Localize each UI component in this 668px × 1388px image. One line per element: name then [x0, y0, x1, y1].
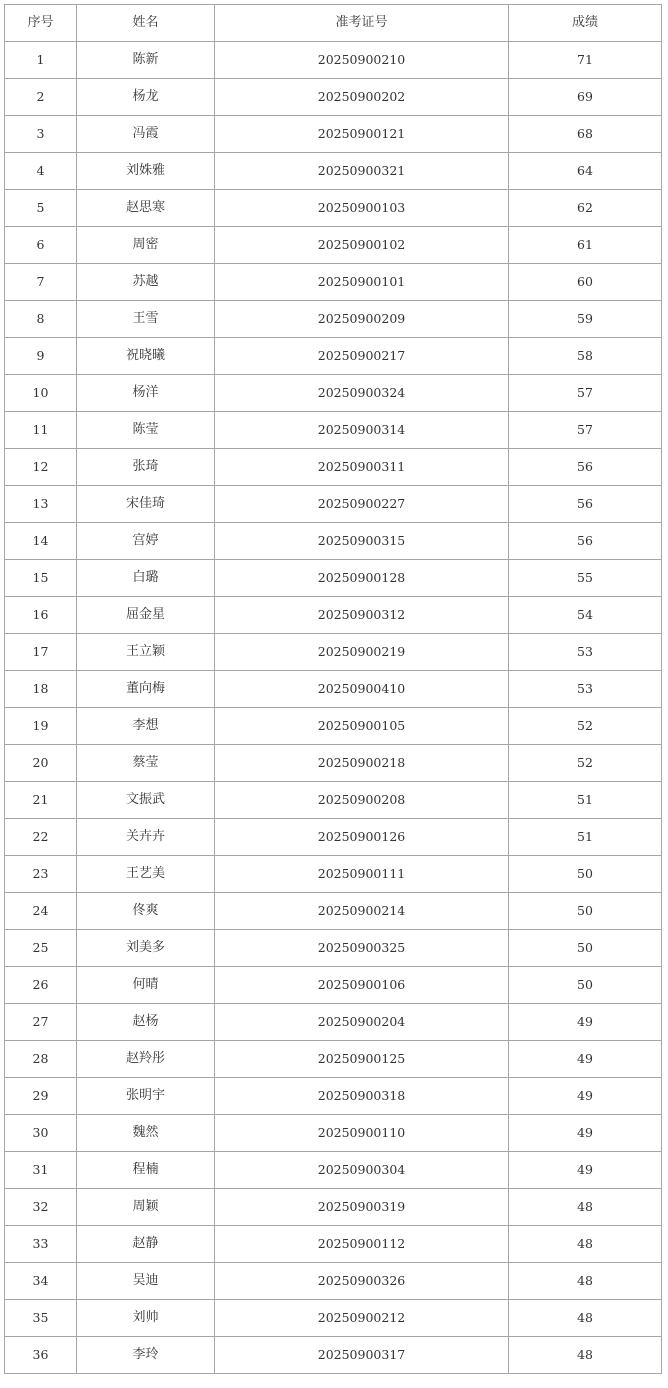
cell-seq: 9: [5, 338, 77, 375]
cell-seq: 3: [5, 116, 77, 153]
table-row: [5, 893, 662, 930]
cell-seq: 2: [5, 79, 77, 116]
cell-name: 周密: [77, 227, 215, 264]
cell-name: 杨龙: [77, 79, 215, 116]
cell-seq: 18: [5, 671, 77, 708]
cell-score: 50: [509, 893, 662, 930]
cell-seq: 26: [5, 967, 77, 1004]
cell-name: 关卉卉: [77, 819, 215, 856]
cell-name: 王艺美: [77, 856, 215, 893]
header-name: 姓名: [77, 5, 215, 42]
header-seq: 序号: [5, 5, 77, 42]
table-row: [5, 1041, 662, 1078]
cell-name: 宫婷: [77, 523, 215, 560]
cell-seq: 25: [5, 930, 77, 967]
table-row: [5, 153, 662, 190]
cell-score: 52: [509, 708, 662, 745]
cell-exam-id: 20250900218: [215, 745, 509, 782]
cell-name: 佟爽: [77, 893, 215, 930]
cell-score: 64: [509, 153, 662, 190]
cell-score: 49: [509, 1078, 662, 1115]
cell-seq: 10: [5, 375, 77, 412]
cell-exam-id: 20250900208: [215, 782, 509, 819]
table-row: [5, 449, 662, 486]
cell-name: 屈金星: [77, 597, 215, 634]
cell-exam-id: 20250900102: [215, 227, 509, 264]
cell-score: 59: [509, 301, 662, 338]
cell-seq: 12: [5, 449, 77, 486]
cell-exam-id: 20250900324: [215, 375, 509, 412]
cell-exam-id: 20250900103: [215, 190, 509, 227]
table-row: [5, 930, 662, 967]
cell-seq: 34: [5, 1263, 77, 1300]
cell-score: 56: [509, 523, 662, 560]
cell-exam-id: 20250900106: [215, 967, 509, 1004]
cell-name: 苏越: [77, 264, 215, 301]
cell-name: 杨洋: [77, 375, 215, 412]
cell-exam-id: 20250900204: [215, 1004, 509, 1041]
cell-score: 56: [509, 486, 662, 523]
table-row: [5, 745, 662, 782]
cell-exam-id: 20250900227: [215, 486, 509, 523]
cell-exam-id: 20250900219: [215, 634, 509, 671]
cell-seq: 30: [5, 1115, 77, 1152]
cell-seq: 23: [5, 856, 77, 893]
table-row: [5, 301, 662, 338]
cell-seq: 14: [5, 523, 77, 560]
table-row: [5, 1115, 662, 1152]
table-row: [5, 116, 662, 153]
cell-score: 69: [509, 79, 662, 116]
cell-name: 王立颖: [77, 634, 215, 671]
cell-seq: 17: [5, 634, 77, 671]
cell-exam-id: 20250900210: [215, 42, 509, 79]
cell-seq: 24: [5, 893, 77, 930]
cell-exam-id: 20250900121: [215, 116, 509, 153]
cell-exam-id: 20250900321: [215, 153, 509, 190]
cell-seq: 19: [5, 708, 77, 745]
table-body: [5, 42, 662, 1374]
table-row: [5, 190, 662, 227]
cell-exam-id: 20250900101: [215, 264, 509, 301]
cell-name: 刘帅: [77, 1300, 215, 1337]
cell-seq: 6: [5, 227, 77, 264]
cell-exam-id: 20250900318: [215, 1078, 509, 1115]
cell-score: 49: [509, 1115, 662, 1152]
cell-seq: 27: [5, 1004, 77, 1041]
cell-seq: 29: [5, 1078, 77, 1115]
cell-seq: 21: [5, 782, 77, 819]
cell-name: 文振武: [77, 782, 215, 819]
cell-seq: 33: [5, 1226, 77, 1263]
cell-seq: 4: [5, 153, 77, 190]
cell-name: 赵羚彤: [77, 1041, 215, 1078]
cell-score: 58: [509, 338, 662, 375]
cell-score: 49: [509, 1004, 662, 1041]
cell-exam-id: 20250900111: [215, 856, 509, 893]
cell-seq: 8: [5, 301, 77, 338]
cell-seq: 13: [5, 486, 77, 523]
cell-score: 68: [509, 116, 662, 153]
cell-exam-id: 20250900326: [215, 1263, 509, 1300]
table-row: [5, 1263, 662, 1300]
table-row: [5, 523, 662, 560]
cell-name: 周颖: [77, 1189, 215, 1226]
cell-score: 54: [509, 597, 662, 634]
cell-name: 白璐: [77, 560, 215, 597]
table-header: [5, 5, 662, 42]
cell-score: 61: [509, 227, 662, 264]
score-table-container: [4, 4, 661, 1374]
cell-score: 50: [509, 930, 662, 967]
cell-name: 赵思寒: [77, 190, 215, 227]
cell-name: 董向梅: [77, 671, 215, 708]
table-row: [5, 634, 662, 671]
cell-score: 51: [509, 819, 662, 856]
table-row: [5, 1337, 662, 1374]
table-row: [5, 597, 662, 634]
table-row: [5, 338, 662, 375]
table-row: [5, 264, 662, 301]
cell-exam-id: 20250900202: [215, 79, 509, 116]
cell-score: 71: [509, 42, 662, 79]
cell-score: 48: [509, 1337, 662, 1374]
table-row: [5, 782, 662, 819]
cell-exam-id: 20250900105: [215, 708, 509, 745]
cell-name: 刘美多: [77, 930, 215, 967]
table-row: [5, 42, 662, 79]
cell-seq: 36: [5, 1337, 77, 1374]
cell-exam-id: 20250900315: [215, 523, 509, 560]
cell-score: 53: [509, 671, 662, 708]
cell-seq: 15: [5, 560, 77, 597]
table-row: [5, 856, 662, 893]
table-row: [5, 1078, 662, 1115]
table-row: [5, 1226, 662, 1263]
cell-exam-id: 20250900214: [215, 893, 509, 930]
cell-seq: 5: [5, 190, 77, 227]
table-row: [5, 227, 662, 264]
cell-exam-id: 20250900125: [215, 1041, 509, 1078]
cell-name: 吴迪: [77, 1263, 215, 1300]
cell-exam-id: 20250900314: [215, 412, 509, 449]
cell-score: 56: [509, 449, 662, 486]
cell-exam-id: 20250900317: [215, 1337, 509, 1374]
cell-seq: 20: [5, 745, 77, 782]
header-exam-id: 准考证号: [215, 5, 509, 42]
cell-seq: 31: [5, 1152, 77, 1189]
cell-exam-id: 20250900217: [215, 338, 509, 375]
cell-seq: 22: [5, 819, 77, 856]
cell-name: 张琦: [77, 449, 215, 486]
cell-seq: 28: [5, 1041, 77, 1078]
cell-exam-id: 20250900325: [215, 930, 509, 967]
cell-name: 何晴: [77, 967, 215, 1004]
cell-score: 48: [509, 1300, 662, 1337]
cell-score: 53: [509, 634, 662, 671]
cell-score: 60: [509, 264, 662, 301]
table-row: [5, 708, 662, 745]
table-row: [5, 79, 662, 116]
cell-seq: 11: [5, 412, 77, 449]
cell-seq: 32: [5, 1189, 77, 1226]
cell-name: 王雪: [77, 301, 215, 338]
cell-seq: 35: [5, 1300, 77, 1337]
table-row: [5, 375, 662, 412]
cell-score: 50: [509, 856, 662, 893]
cell-exam-id: 20250900126: [215, 819, 509, 856]
table-row: [5, 1189, 662, 1226]
table-row: [5, 819, 662, 856]
cell-score: 48: [509, 1189, 662, 1226]
table-row: [5, 671, 662, 708]
table-row: [5, 1004, 662, 1041]
cell-exam-id: 20250900212: [215, 1300, 509, 1337]
cell-name: 赵杨: [77, 1004, 215, 1041]
cell-seq: 1: [5, 42, 77, 79]
cell-seq: 7: [5, 264, 77, 301]
cell-name: 赵静: [77, 1226, 215, 1263]
table-row: [5, 967, 662, 1004]
cell-score: 48: [509, 1226, 662, 1263]
cell-name: 程楠: [77, 1152, 215, 1189]
cell-name: 刘姝雅: [77, 153, 215, 190]
cell-score: 57: [509, 412, 662, 449]
cell-name: 李玲: [77, 1337, 215, 1374]
header-row: [5, 5, 662, 42]
table-row: [5, 1152, 662, 1189]
cell-name: 陈新: [77, 42, 215, 79]
cell-score: 49: [509, 1152, 662, 1189]
cell-exam-id: 20250900304: [215, 1152, 509, 1189]
header-score: 成绩: [509, 5, 662, 42]
cell-score: 62: [509, 190, 662, 227]
cell-score: 50: [509, 967, 662, 1004]
cell-exam-id: 20250900312: [215, 597, 509, 634]
cell-name: 冯霞: [77, 116, 215, 153]
cell-score: 48: [509, 1263, 662, 1300]
cell-exam-id: 20250900112: [215, 1226, 509, 1263]
cell-name: 李想: [77, 708, 215, 745]
table-row: [5, 560, 662, 597]
cell-exam-id: 20250900128: [215, 560, 509, 597]
cell-exam-id: 20250900311: [215, 449, 509, 486]
table-row: [5, 1300, 662, 1337]
score-table: [4, 4, 662, 1374]
cell-score: 52: [509, 745, 662, 782]
cell-score: 57: [509, 375, 662, 412]
cell-name: 祝晓曦: [77, 338, 215, 375]
cell-seq: 16: [5, 597, 77, 634]
cell-score: 55: [509, 560, 662, 597]
cell-score: 51: [509, 782, 662, 819]
cell-name: 蔡莹: [77, 745, 215, 782]
cell-name: 宋佳琦: [77, 486, 215, 523]
cell-name: 魏然: [77, 1115, 215, 1152]
cell-exam-id: 20250900319: [215, 1189, 509, 1226]
cell-name: 陈莹: [77, 412, 215, 449]
cell-exam-id: 20250900209: [215, 301, 509, 338]
table-row: [5, 486, 662, 523]
cell-name: 张明宇: [77, 1078, 215, 1115]
table-row: [5, 412, 662, 449]
cell-exam-id: 20250900110: [215, 1115, 509, 1152]
cell-exam-id: 20250900410: [215, 671, 509, 708]
cell-score: 49: [509, 1041, 662, 1078]
